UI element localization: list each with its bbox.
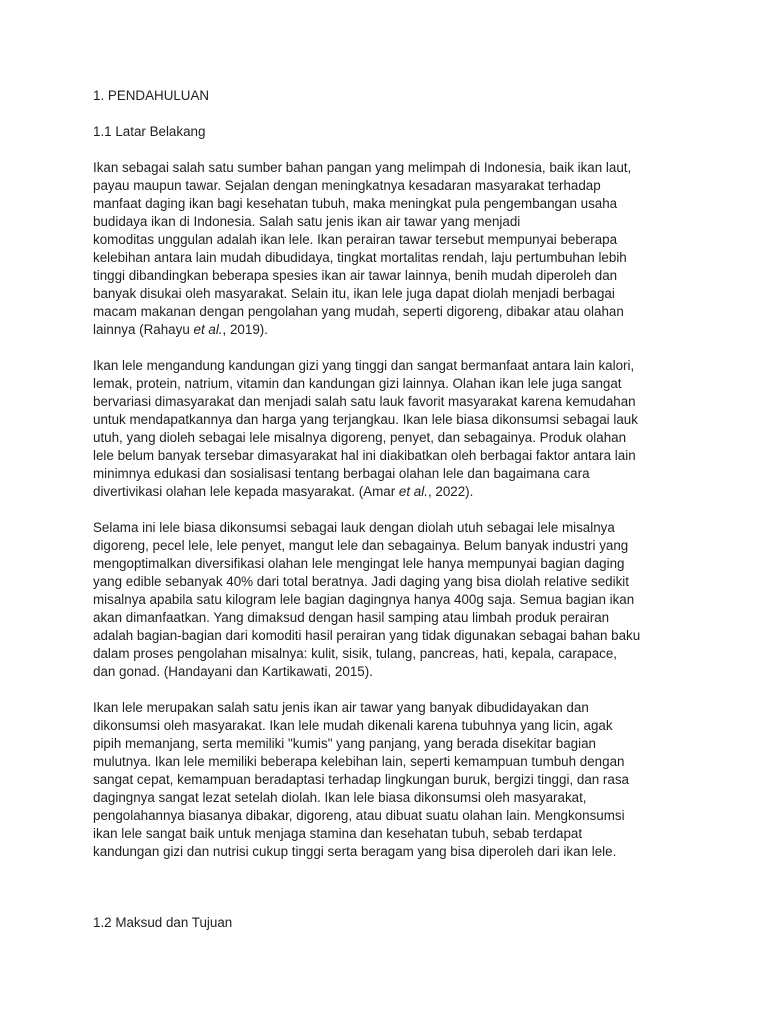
subsection-heading-purpose: 1.2 Maksud dan Tujuan: [93, 915, 233, 930]
blank-space: [93, 879, 683, 914]
document-page: [93, 87, 683, 932]
paragraph-3-text: Selama ini lele biasa dikonsumsi sebagai lauk dengan diolah utuh sebagai lele misalnya digoreng, pecel lele, lele penyet, mangut lele dan sebagainya. Belum banyak industri yang mengoptimalkan diversifikasi olahan lele mengingat lele hanya mempunyai bagian daging yang edible sebanyak 40% dari total beratnya. Jadi daging yang bisa diolah relative sedikit misalnya apabila satu kilogram lele bagian dagingnya hanya 400g saja. Semua bagian ikan akan dimanfaatkan. Yang dimaksud dengan hasil samping atau limbah produk perairan adalah bagian-bagian dari komoditi hasil perairan yang tidak digunakan sebagai bahan baku dalam proses pengolahan misalnya: kulit, sisik, tulang, pancreas, hati, kepala, carapace, dan gonad. (Handayani dan Kartikawati, 2015).: [93, 520, 641, 679]
paragraph-1-text: Ikan sebagai salah satu sumber bahan pangan yang melimpah di Indonesia, baik ikan laut, payau maupun tawar. Sejalan dengan meningkatnya kesadaran masyarakat terhadap manfaat daging ikan bagi kesehatan tubuh, maka meningkat pula pengembangan usaha budidaya ikan di Indonesia. Salah satu jenis ikan air tawar yang menjadi komoditas unggulan adalah ikan lele. Ikan perairan tawar tersebut mempunyai beberapa kelebihan antara lain mudah dibudidaya, tingkat mortalitas rendah, laju pertumbuhan lebih tinggi dibandingkan beberapa spesies ikan air tawar lainnya, benih mudah diperoleh dan banyak disukai oleh masyarakat. Selain itu, ikan lele juga dapat diolah menjadi berbagai macam makanan dengan pengolahan yang mudah, seperti digoreng, dibakar atau olahan lainnya (Rahayu: [93, 160, 632, 337]
paragraph-2: [93, 357, 683, 501]
paragraph-4: [93, 699, 683, 861]
subsection-heading-background: 1.1 Latar Belakang: [93, 124, 206, 139]
section-heading: 1. PENDAHULUAN: [93, 88, 210, 103]
paragraph-4-text: Ikan lele merupakan salah satu jenis ikan air tawar yang banyak dibudidayakan dan dikonsumsi oleh masyarakat. Ikan lele mudah dikenali karena tubuhnya yang licin, agak pipih memanjang, serta memiliki "kumis" yang panjang, yang berada disekitar bagian mulutnya. Ikan lele memiliki beberapa kelebihan lain, seperti kemampuan tumbuh dengan sangat cepat, kemampuan beradaptasi terhadap lingkungan buruk, bergizi tinggi, dan rasa dagingnya sangat lezat setelah diolah. Ikan lele biasa dikonsumsi oleh masyarakat, pengolahannya biasanya dibakar, digoreng, atau dibuat suatu olahan lain. Mengkonsumsi ikan lele sangat baik untuk menjaga stamina dan kesehatan tubuh, sebab terdapat kandungan gizi dan nutrisi cukup tinggi serta beragam yang bisa diperoleh dari ikan lele.: [93, 700, 629, 859]
paragraph-1-citation-tail: , 2019).: [222, 322, 268, 337]
paragraph-1: [93, 159, 683, 339]
paragraph-2-citation-italic: et al.: [398, 484, 428, 499]
paragraph-3: [93, 519, 683, 681]
paragraph-1-citation-italic: et al.: [193, 322, 223, 337]
paragraph-2-text: Ikan lele mengandung kandungan gizi yang tinggi dan sangat bermanfaat antara lain kalori, lemak, protein, natrium, vitamin dan kandungan gizi lainnya. Olahan ikan lele juga sangat bervariasi dimasyarakat dan menjadi salah satu lauk favorit masyarakat karena kemudahan untuk mendapatkannya dan harga yang terjangkau. Ikan lele biasa dikonsumsi sebagai lauk utuh, yang dioleh sebagai lele misalnya digoreng, penyet, dan sebagainya. Produk olahan lele belum banyak tersebar dimasyarakat hal ini diakibatkan oleh berbagai faktor antara lain minimnya edukasi dan sosialisasi tentang berbagai olahan lele dan bagaimana cara divertivikasi olahan lele kepada masyarakat. (Amar: [93, 358, 638, 499]
paragraph-2-citation-tail: , 2022).: [427, 484, 474, 499]
